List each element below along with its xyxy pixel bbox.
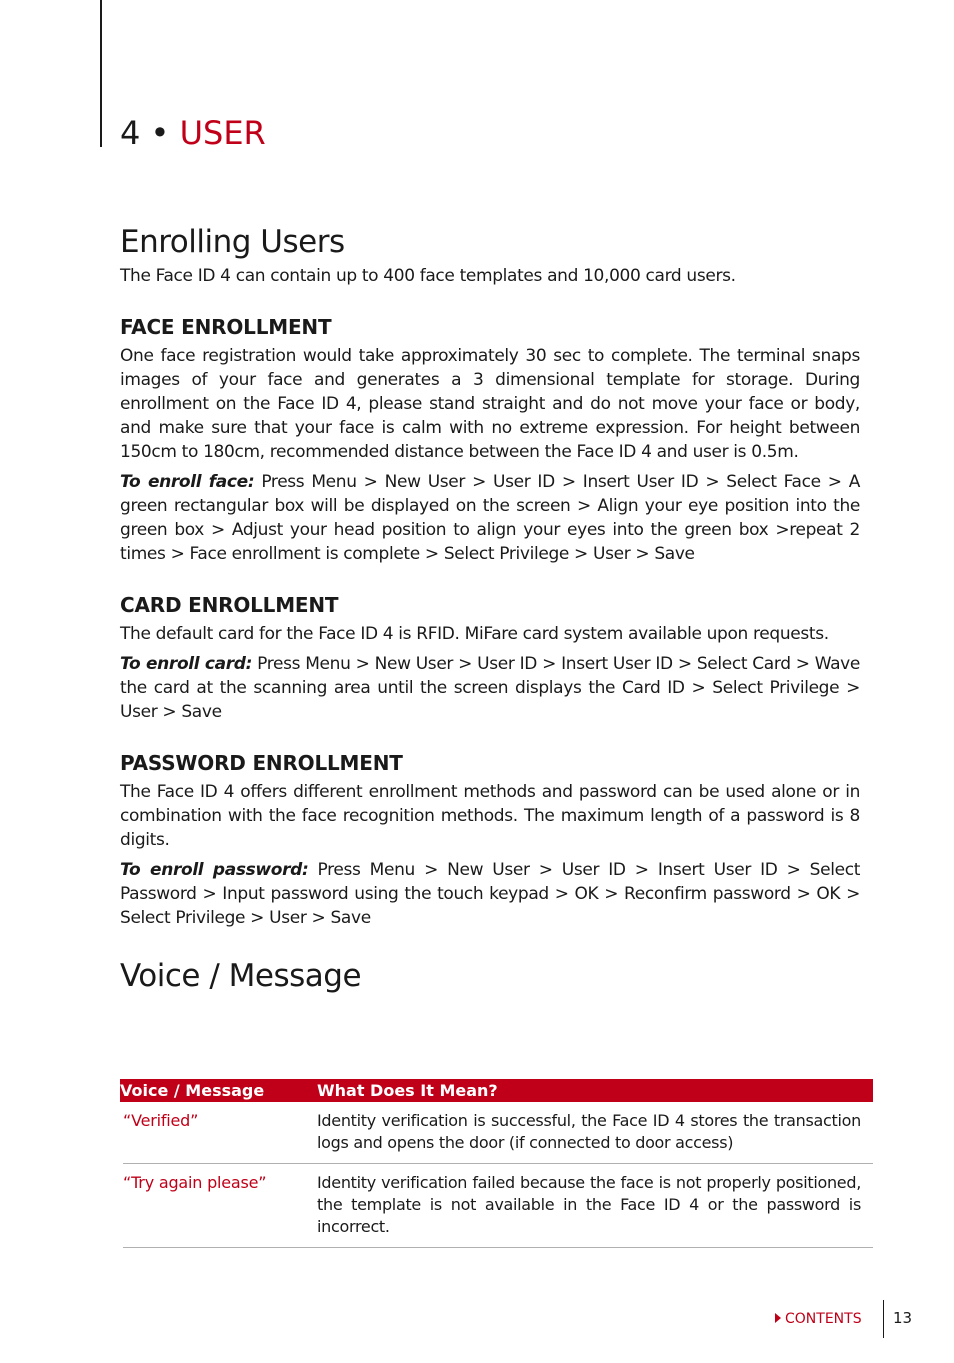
password-enrollment-heading: PASSWORD ENROLLMENT bbox=[120, 751, 403, 775]
table-header-meaning: What Does It Mean? bbox=[317, 1081, 498, 1100]
enrolling-intro: The Face ID 4 can contain up to 400 face templates and 10,000 card users. bbox=[120, 266, 736, 286]
face-enrollment-heading: FACE ENROLLMENT bbox=[120, 315, 332, 339]
card-enrollment-body: The default card for the Face ID 4 is RFID. MiFare card system available upon requests. bbox=[120, 624, 829, 644]
table-row bbox=[123, 1102, 873, 1164]
table-cell-voice: “Verified” bbox=[123, 1111, 199, 1130]
page-number: 13 bbox=[893, 1309, 913, 1327]
chapter-name: USER bbox=[179, 114, 266, 152]
footer-divider bbox=[883, 1300, 884, 1338]
face-enrollment-steps bbox=[120, 470, 860, 566]
contents-link[interactable] bbox=[775, 1309, 862, 1329]
enrolling-users-heading: Enrolling Users bbox=[120, 224, 345, 260]
chapter-number: 4 • bbox=[120, 114, 170, 152]
table-cell-meaning: Identity verification failed because the face is not properly positioned, the template is not available in the Face ID 4 or the password is incorrect. bbox=[317, 1173, 861, 1236]
table-cell-voice: “Try again please” bbox=[123, 1173, 267, 1192]
table-header bbox=[120, 1079, 873, 1102]
voice-message-heading: Voice / Message bbox=[120, 958, 362, 994]
face-steps-text: Press Menu > New User > User ID > Insert User ID > Select Face > A green rectangular box will be displayed on the screen > Align your eye position into the green box > Adjust your head position to align your eyes into the green box >repeat 2 times > Face enrollment is complete > Select Privilege > User > Save bbox=[120, 472, 860, 564]
password-steps-lead: To enroll password: bbox=[120, 860, 309, 880]
table-row bbox=[123, 1164, 873, 1248]
main-content bbox=[120, 222, 860, 996]
chapter-rule bbox=[100, 0, 102, 147]
password-enrollment-body: The Face ID 4 offers different enrollment methods and password can be used alone or in combination with the face recognition methods. The maximum length of a password is 8 digits. bbox=[120, 782, 860, 850]
triangle-right-icon bbox=[775, 1313, 781, 1323]
card-steps-text: Press Menu > New User > User ID > Insert User ID > Select Card > Wave the card at the scanning area until the screen displays the Card ID > Select Privilege > User > Save bbox=[120, 654, 860, 722]
contents-label: CONTENTS bbox=[785, 1311, 862, 1327]
card-steps-lead: To enroll card: bbox=[120, 654, 253, 674]
password-steps-text: Press Menu > New User > User ID > Insert User ID > Select Password > Input password using the touch keypad > OK > Reconfirm password > OK > Select Privilege > User > Save bbox=[120, 860, 861, 928]
voice-message-table bbox=[120, 1079, 873, 1248]
chapter-title bbox=[120, 113, 266, 153]
table-cell-meaning: Identity verification is successful, the Face ID 4 stores the transaction logs and opens the door (if connected to door access) bbox=[317, 1111, 861, 1152]
table-header-voice: Voice / Message bbox=[120, 1081, 265, 1100]
card-enrollment-steps bbox=[120, 652, 860, 724]
face-steps-lead: To enroll face: bbox=[120, 472, 255, 492]
password-enrollment-steps bbox=[120, 858, 860, 930]
face-enrollment-body: One face registration would take approximately 30 sec to complete. The terminal snaps images of your face and generates a 3 dimensional template for storage. During enrollment on the Face ID 4, please stand straight and do not move your face or body, and make sure that your face is calm with no extreme expression. For height between 150cm to 180cm, recommended distance between the Face ID 4 and user is 0.5m. bbox=[120, 346, 860, 462]
card-enrollment-heading: CARD ENROLLMENT bbox=[120, 593, 339, 617]
